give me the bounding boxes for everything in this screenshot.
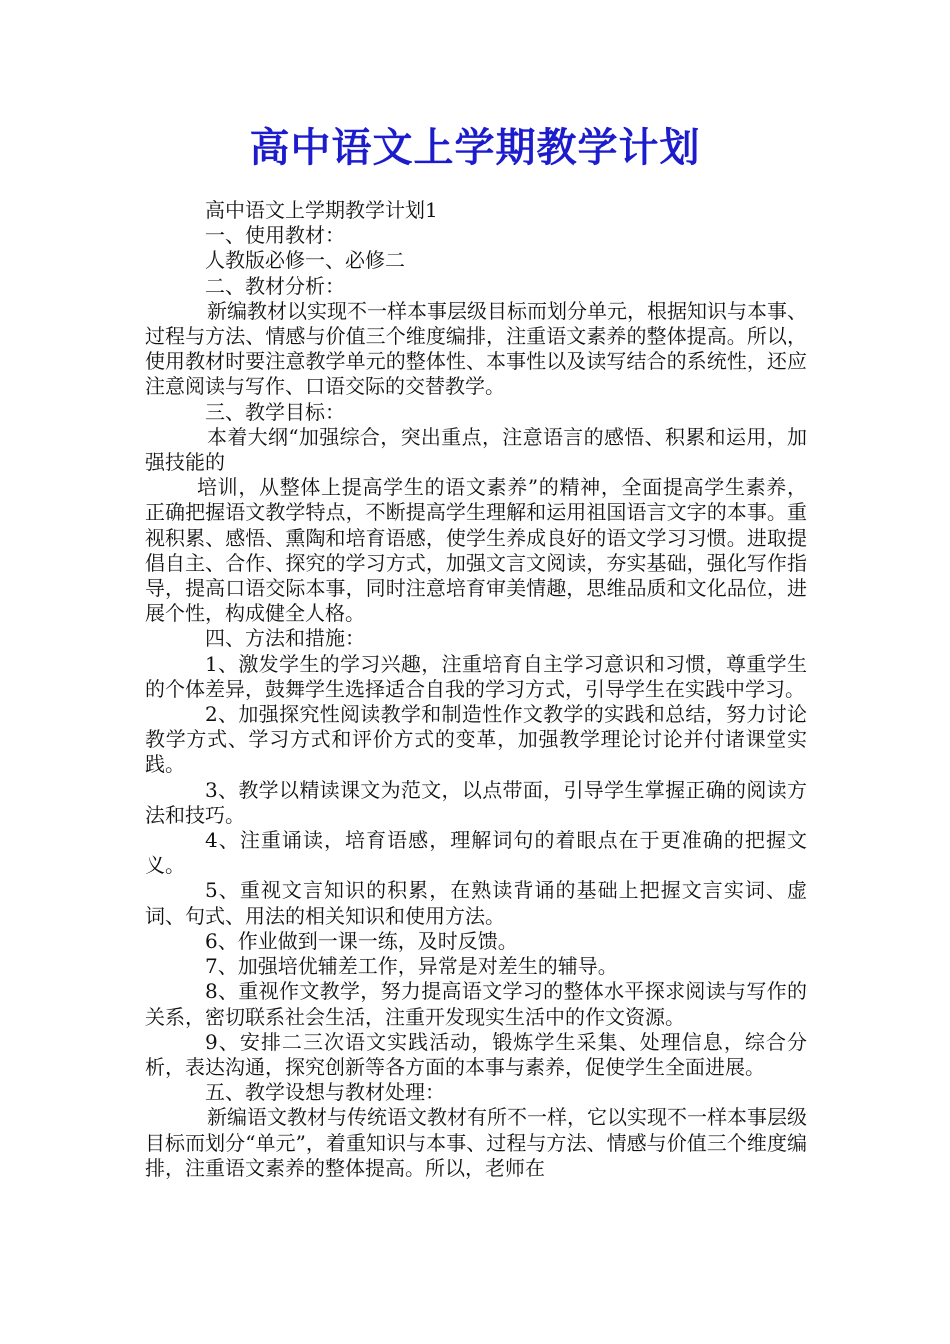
paragraph: 人教版必修一、必修二 bbox=[205, 248, 405, 273]
paragraph: 9、安排二三次语文实践活动，锻炼学生采集、处理信息，综合分析，表达沟通，探究创新等各方面的本事与素养，促使学生全面进展。 bbox=[145, 1029, 807, 1079]
paragraph: 3、教学以精读课文为范文，以点带面，引导学生掌握正确的阅读方法和技巧。 bbox=[145, 777, 807, 827]
paragraph: 新编语文教材与传统语文教材有所不一样，它以实现不一样本事层级目标而划分“单元”，着重知识与本事、过程与方法、情感与价值三个维度编排，注重语文素养的整体提高。所以，老师在 bbox=[145, 1105, 807, 1180]
document-title: 高中语文上学期教学计划 bbox=[249, 124, 701, 171]
paragraph: 五、教学设想与教材处理： bbox=[205, 1080, 445, 1105]
paragraph: 1、激发学生的学习兴趣，注重培育自主学习意识和习惯，尊重学生的个体差异，鼓舞学生选择适合自我的学习方式，引导学生在实践中学习。 bbox=[145, 651, 807, 701]
paragraph: 4、注重诵读，培育语感，理解词句的着眼点在于更准确的把握文义。 bbox=[145, 828, 807, 878]
paragraph: 5、重视文言知识的积累，在熟读背诵的基础上把握文言实词、虚词、句式、用法的相关知识和使用方法。 bbox=[145, 878, 807, 928]
paragraph: 培训，从整体上提高学生的语文素养”的精神，全面提高学生素养，正确把握语文教学特点，不断提高学生理解和运用祖国语言文字的本事。重视积累、感悟、熏陶和培育语感，使学生养成良好的语文学习习惯。进取提倡自主、合作、探究的学习方式，加强文言文阅读，夯实基础，强化写作指导，提高口语交际本事，同时注意培育审美情趣，思维品质和文化品位，进展个性，构成健全人格。 bbox=[145, 475, 807, 626]
document-body bbox=[145, 198, 807, 1181]
paragraph: 二、教材分析： bbox=[205, 273, 345, 298]
paragraph: 一、使用教材： bbox=[205, 223, 345, 248]
paragraph: 本着大纲“加强综合，突出重点，注意语言的感悟、积累和运用，加强技能的 bbox=[145, 424, 807, 475]
paragraph: 高中语文上学期教学计划1 bbox=[205, 198, 438, 222]
paragraph: 7、加强培优辅差工作，异常是对差生的辅导。 bbox=[205, 954, 618, 979]
paragraph: 8、重视作文教学，努力提高语文学习的整体水平探求阅读与写作的关系，密切联系社会生活，注重开发现实生活中的作文资源。 bbox=[145, 979, 807, 1029]
paragraph: 2、加强探究性阅读教学和制造性作文教学的实践和总结，努力讨论教学方式、学习方式和评价方式的变革，加强教学理论讨论并付诸课堂实践。 bbox=[145, 702, 807, 777]
paragraph: 6、作业做到一课一练，及时反馈。 bbox=[205, 928, 518, 953]
paragraph: 三、教学目标： bbox=[205, 399, 345, 424]
paragraph: 新编教材以实现不一样本事层级目标而划分单元，根据知识与本事、过程与方法、情感与价值三个维度编排，注重语文素养的整体提高。所以，使用教材时要注意教学单元的整体性、本事性以及读写结合的系统性，还应注意阅读与写作、口语交际的交替教学。 bbox=[145, 298, 807, 399]
paragraph: 四、方法和措施： bbox=[205, 626, 365, 651]
